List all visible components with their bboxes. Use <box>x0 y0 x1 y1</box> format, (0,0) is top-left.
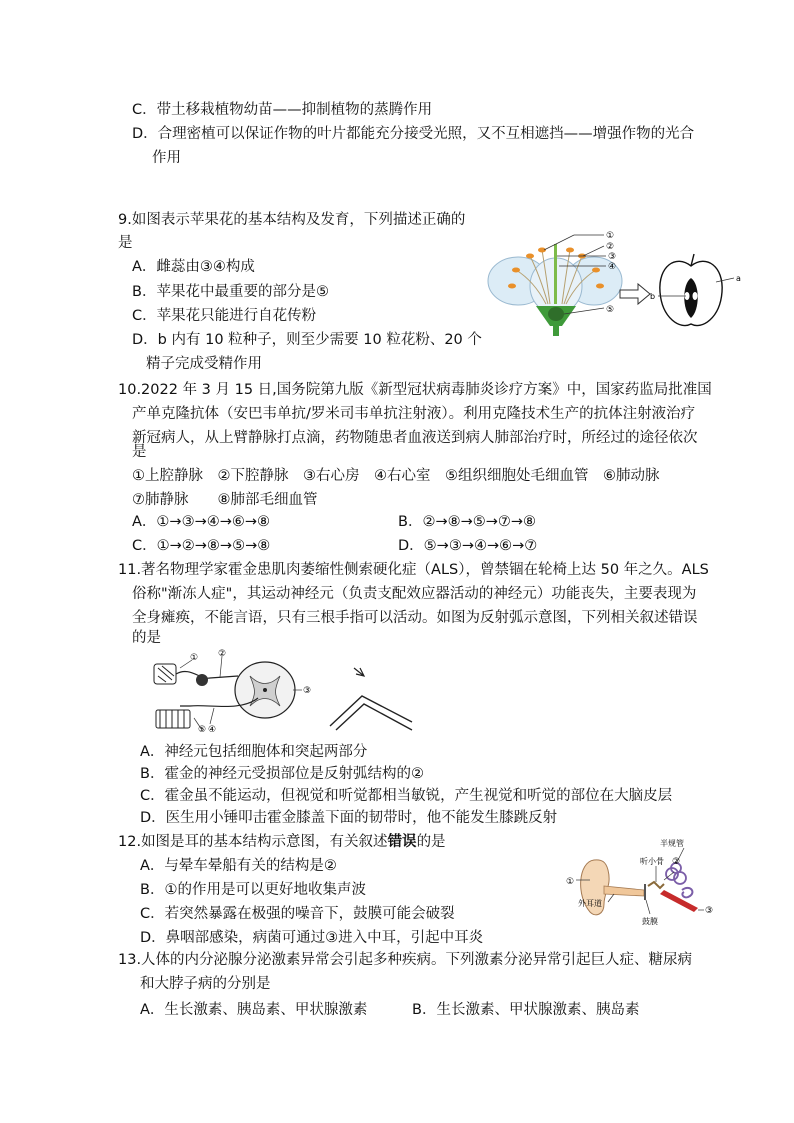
q9-stem-line2: 是 <box>118 235 133 251</box>
q10-items-line2: ⑦肺静脉 ⑧肺部毛细血管 <box>132 492 318 508</box>
q11-option-b: B．霍金的神经元受损部位是反射弧结构的② <box>140 766 424 782</box>
leg-outline-lower <box>336 704 412 730</box>
ear-structure-figure <box>564 834 724 934</box>
q13-option-a: A．生长激素、胰岛素、甲状腺激素 <box>140 1002 368 1018</box>
q9-option-d-line1: D．b 内有 10 粒种子，则至少需要 10 粒花粉、20 个 <box>132 332 482 348</box>
flower-label-2: ② <box>606 242 615 252</box>
q11-stem-line3: 全身瘫痪，不能言语，只有三根手指可以活动。如图为反射弧示意图，下列相关叙述错误 <box>132 610 698 626</box>
q9-option-d-line2: 精子完成受精作用 <box>146 356 262 372</box>
ovary <box>548 307 564 321</box>
pistil-style <box>554 244 557 304</box>
q12-stem <box>118 832 446 852</box>
q11-stem-line1: 11.著名物理学家霍金患肌肉萎缩性侧索硬化症（ALS），曾禁锢在轮椅上达 50 年之久。ALS <box>118 562 709 578</box>
receptor-skin <box>154 664 176 684</box>
q10-option-c: C．①→②→⑧→⑤→⑧ <box>132 538 271 554</box>
reflex-label-2: ② <box>218 649 227 659</box>
reflex-label-4: ④ <box>208 725 217 734</box>
q9-option-b: B．苹果花中最重要的部分是⑤ <box>132 284 329 300</box>
q8-option-d-line1: D．合理密植可以保证作物的叶片都能充分接受光照，又不互相遮挡——增强作物的光合 <box>132 126 695 142</box>
development-arrow-icon <box>620 284 650 304</box>
effector-muscle <box>156 710 190 728</box>
reflex-label-1: ① <box>190 653 199 663</box>
ear-canal <box>604 886 644 896</box>
ganglion <box>196 674 208 686</box>
q10-option-a: A．①→③→④→⑥→⑧ <box>132 514 271 530</box>
q12-stem-main: 如图是耳的基本结构示意图，有关叙述 <box>141 834 388 850</box>
q9-option-c: C．苹果花只能进行自花传粉 <box>132 308 317 324</box>
q10-stem-line1: 10.2022 年 3 月 15 日,国务院第九版《新型冠状病毒肺炎诊疗方案》中，国家药监局批准国 <box>118 382 712 398</box>
q8-option-c: C．带土移栽植物幼苗——抑制植物的蒸腾作用 <box>132 102 433 118</box>
hammer-arrow-icon <box>354 668 364 676</box>
reflex-label-3: ③ <box>303 686 312 696</box>
reflex-arc-figure <box>150 646 420 734</box>
q10-stem-line3: 新冠病人，从上臂静脉打点滴，药物随患者血液送到病人肺部治疗时，所经过的途径依次 <box>132 430 698 446</box>
ear-label-ossicles: 听小骨 <box>640 857 664 866</box>
apple-flower-figure <box>486 226 748 336</box>
q12-option-c: C．若突然暴露在极强的噪音下，鼓膜可能会破裂 <box>140 906 455 922</box>
q13-option-b: B．生长激素、甲状腺激素、胰岛素 <box>412 1002 640 1018</box>
ear-label-canal: 外耳道 <box>578 899 602 908</box>
q12-option-d: D．鼻咽部感染，病菌可通过③进入中耳，引起中耳炎 <box>140 930 484 946</box>
ear-label-1: ① <box>566 877 575 887</box>
q9-stem-line1: 9.如图表示苹果花的基本结构及发育，下列描述正确的 <box>118 212 466 228</box>
ear-label-semicircular: 半规管 <box>660 839 684 848</box>
q10-items-line1: ①上腔静脉 ②下腔静脉 ③右心房 ④右心室 ⑤组织细胞处毛细血管 ⑥肺动脉 <box>132 468 660 484</box>
reflex-label-5: ⑤ <box>198 725 207 734</box>
flower-label-4: ④ <box>608 262 617 272</box>
flower-label-5: ⑤ <box>606 305 615 315</box>
q10-stem-line2: 产单克隆抗体（安巴韦单抗/罗米司韦单抗注射液）。利用克隆技术生产的抗体注射液治疗 <box>132 406 696 422</box>
q10-option-b: B．②→⑧→⑤→⑦→⑧ <box>398 514 537 530</box>
q11-option-a: A．神经元包括细胞体和突起两部分 <box>140 744 368 760</box>
q12-stem-prefix: 12. <box>118 834 142 850</box>
apple-label-b: b <box>650 292 656 301</box>
flower-label-3: ③ <box>608 252 617 262</box>
q8-option-d-line2: 作用 <box>152 150 181 166</box>
ear-label-eardrum: 鼓膜 <box>642 917 658 926</box>
leg-outline <box>330 696 412 726</box>
q12-stem-emphasis: 错误 <box>387 834 417 850</box>
q13-stem-line2: 和大脖子病的分别是 <box>140 976 271 992</box>
ossicles <box>648 882 664 888</box>
q12-stem-suffix: 的是 <box>416 834 446 850</box>
stem <box>553 326 559 336</box>
q11-stem-line4: 的是 <box>132 630 161 646</box>
q10-option-d: D．⑤→③→④→⑥→⑦ <box>398 538 538 554</box>
ear-label-3: ③ <box>705 906 714 916</box>
q11-option-d: D．医生用小锤叩击霍金膝盖下面的韧带时，他不能发生膝跳反射 <box>140 810 558 826</box>
ear-label-2: ② <box>672 857 681 867</box>
q12-option-a: A．与晕车晕船有关的结构是② <box>140 858 337 874</box>
q11-stem-line2: 俗称"渐冻人症"，其运动神经元（负责支配效应器活动的神经元）功能丧失，主要表现为 <box>132 586 697 602</box>
q12-option-b: B．①的作用是可以更好地收集声波 <box>140 882 366 898</box>
cochlea <box>682 888 692 898</box>
apple-seed-right <box>693 292 698 300</box>
q13-stem-line1: 13.人体的内分泌腺分泌激素异常会引起多种疾病。下列激素分泌异常引起巨人症、糖尿病 <box>118 952 693 968</box>
q9-option-a: A．雌蕊由③④构成 <box>132 259 255 275</box>
apple-label-a: a <box>736 274 741 283</box>
flower-label-1: ① <box>606 231 615 241</box>
q10-stem-line4: 是 <box>132 444 147 460</box>
q11-option-c: C．霍金虽不能运动，但视觉和听觉都相当敏锐，产生视觉和听觉的部位在大脑皮层 <box>140 788 673 804</box>
